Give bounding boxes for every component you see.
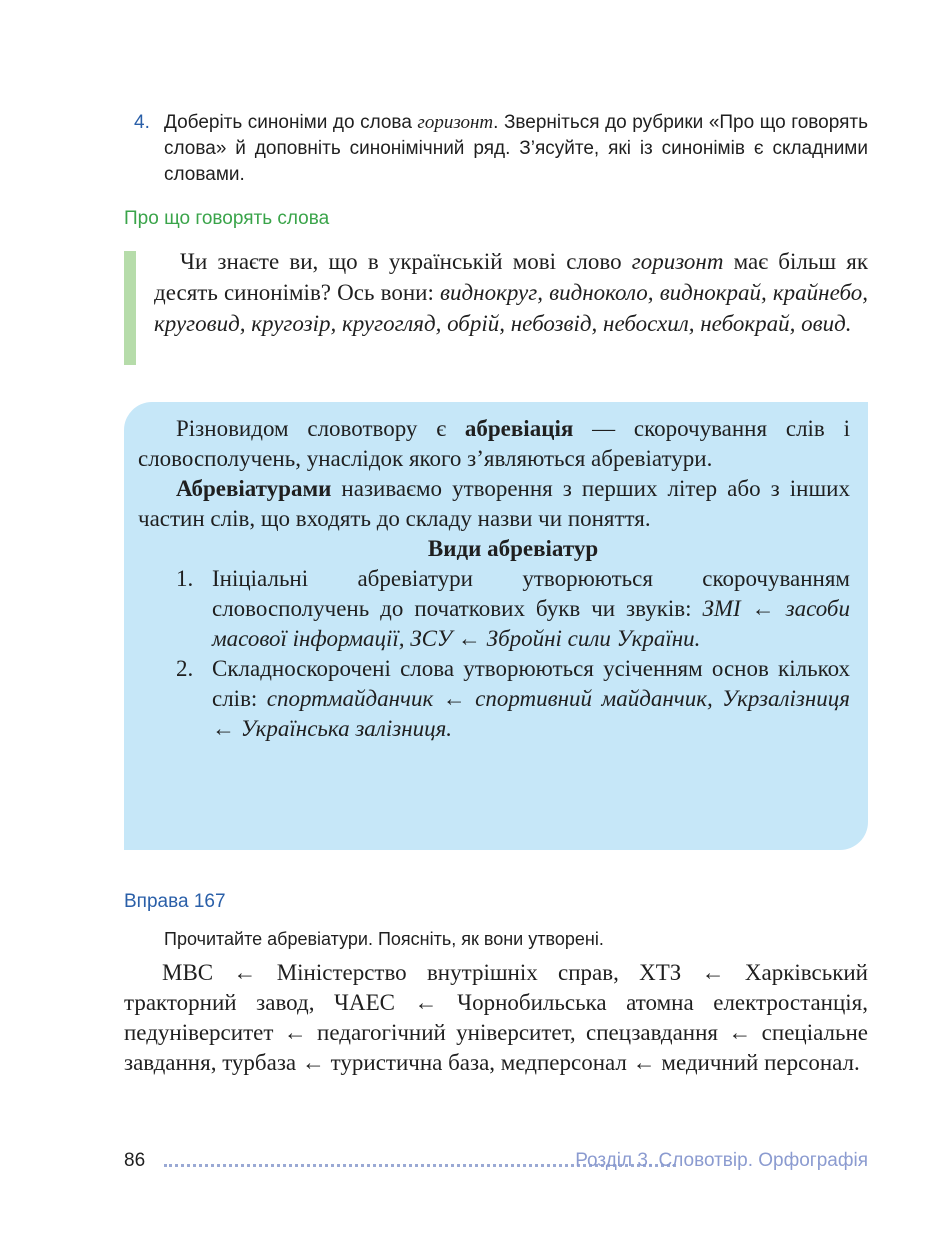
rule-subtitle: Види абревіатур (427, 536, 599, 561)
list-item: 2. Складноскорочені слова утворюються усіченням основ кількох слів: спортмайданчик ← спортивний майданчик, Укрзалізниця ← Українська залізниця. (176, 656, 850, 741)
exercise-instruction: Прочитайте абревіатури. Поясніть, як вони утворені. (164, 929, 604, 949)
rubric-title: Про що говорять слова (124, 208, 330, 229)
rule-paragraph-1: Різновидом словотвору є абревіація — скорочування слів і словосполучень, унаслідок якого з’являються абревіатури. (138, 416, 850, 471)
section-title: Розділ 3. Словотвір. Орфографія (575, 1150, 868, 1171)
page-footer (124, 1150, 868, 1176)
rule-box (124, 402, 868, 850)
list-item: 1. Ініціальні абревіатури утворюються скорочуванням словосполучень до початкових букв чи звуків: ЗМІ ← засоби масової інформації, ЗСУ ← Збройні сили України. (176, 566, 850, 651)
task-text: Доберіть синоніми до слова горизонт. Зверніться до рубрики «Про що говорять слова» й доповніть синонімічний ряд. З’ясуйте, які із синонімів є складними словами. (164, 112, 868, 185)
quote-text: Чи знаєте ви, що в українській мові слово горизонт має більш як десять синонімів? Ось вони: виднокруг, видноколо, виднокрай, крайнебо, круговид, кругозір, кругогляд, обрій, небозвід, небосхил, небокрай, овид. (154, 249, 868, 336)
rubric-quote (124, 246, 868, 339)
task-number: 4. (134, 112, 150, 133)
page-number: 86 (124, 1150, 146, 1171)
quote-bar (124, 251, 136, 365)
quote-word: горизонт (631, 249, 724, 274)
rule-paragraph-2: Абревіатурами називаємо утворення з перших літер або з інших частин слів, що входять до складу назви чи поняття. (138, 476, 850, 531)
exercise-text: МВС ← Міністерство внутрішніх справ, ХТЗ ← Харківський тракторний завод, ЧАЕС ← Чорнобильська атомна електростанція, педуніверситет ← педагогічний університет, спецзавдання ← спеціальне завдання, турбаза ← туристична база, медперсонал ← медичний персонал. (124, 960, 868, 1075)
exercise-title: Вправа 167 (124, 891, 226, 912)
quote-synonyms: виднокруг, видноколо, виднокрай, крайнебо, круговид, кругозір, кругогляд, обрій, небозвід, небосхил, небокрай, овид. (154, 280, 868, 336)
rule-list (138, 564, 850, 744)
task-word: горизонт (417, 112, 494, 133)
task-4 (126, 110, 868, 188)
